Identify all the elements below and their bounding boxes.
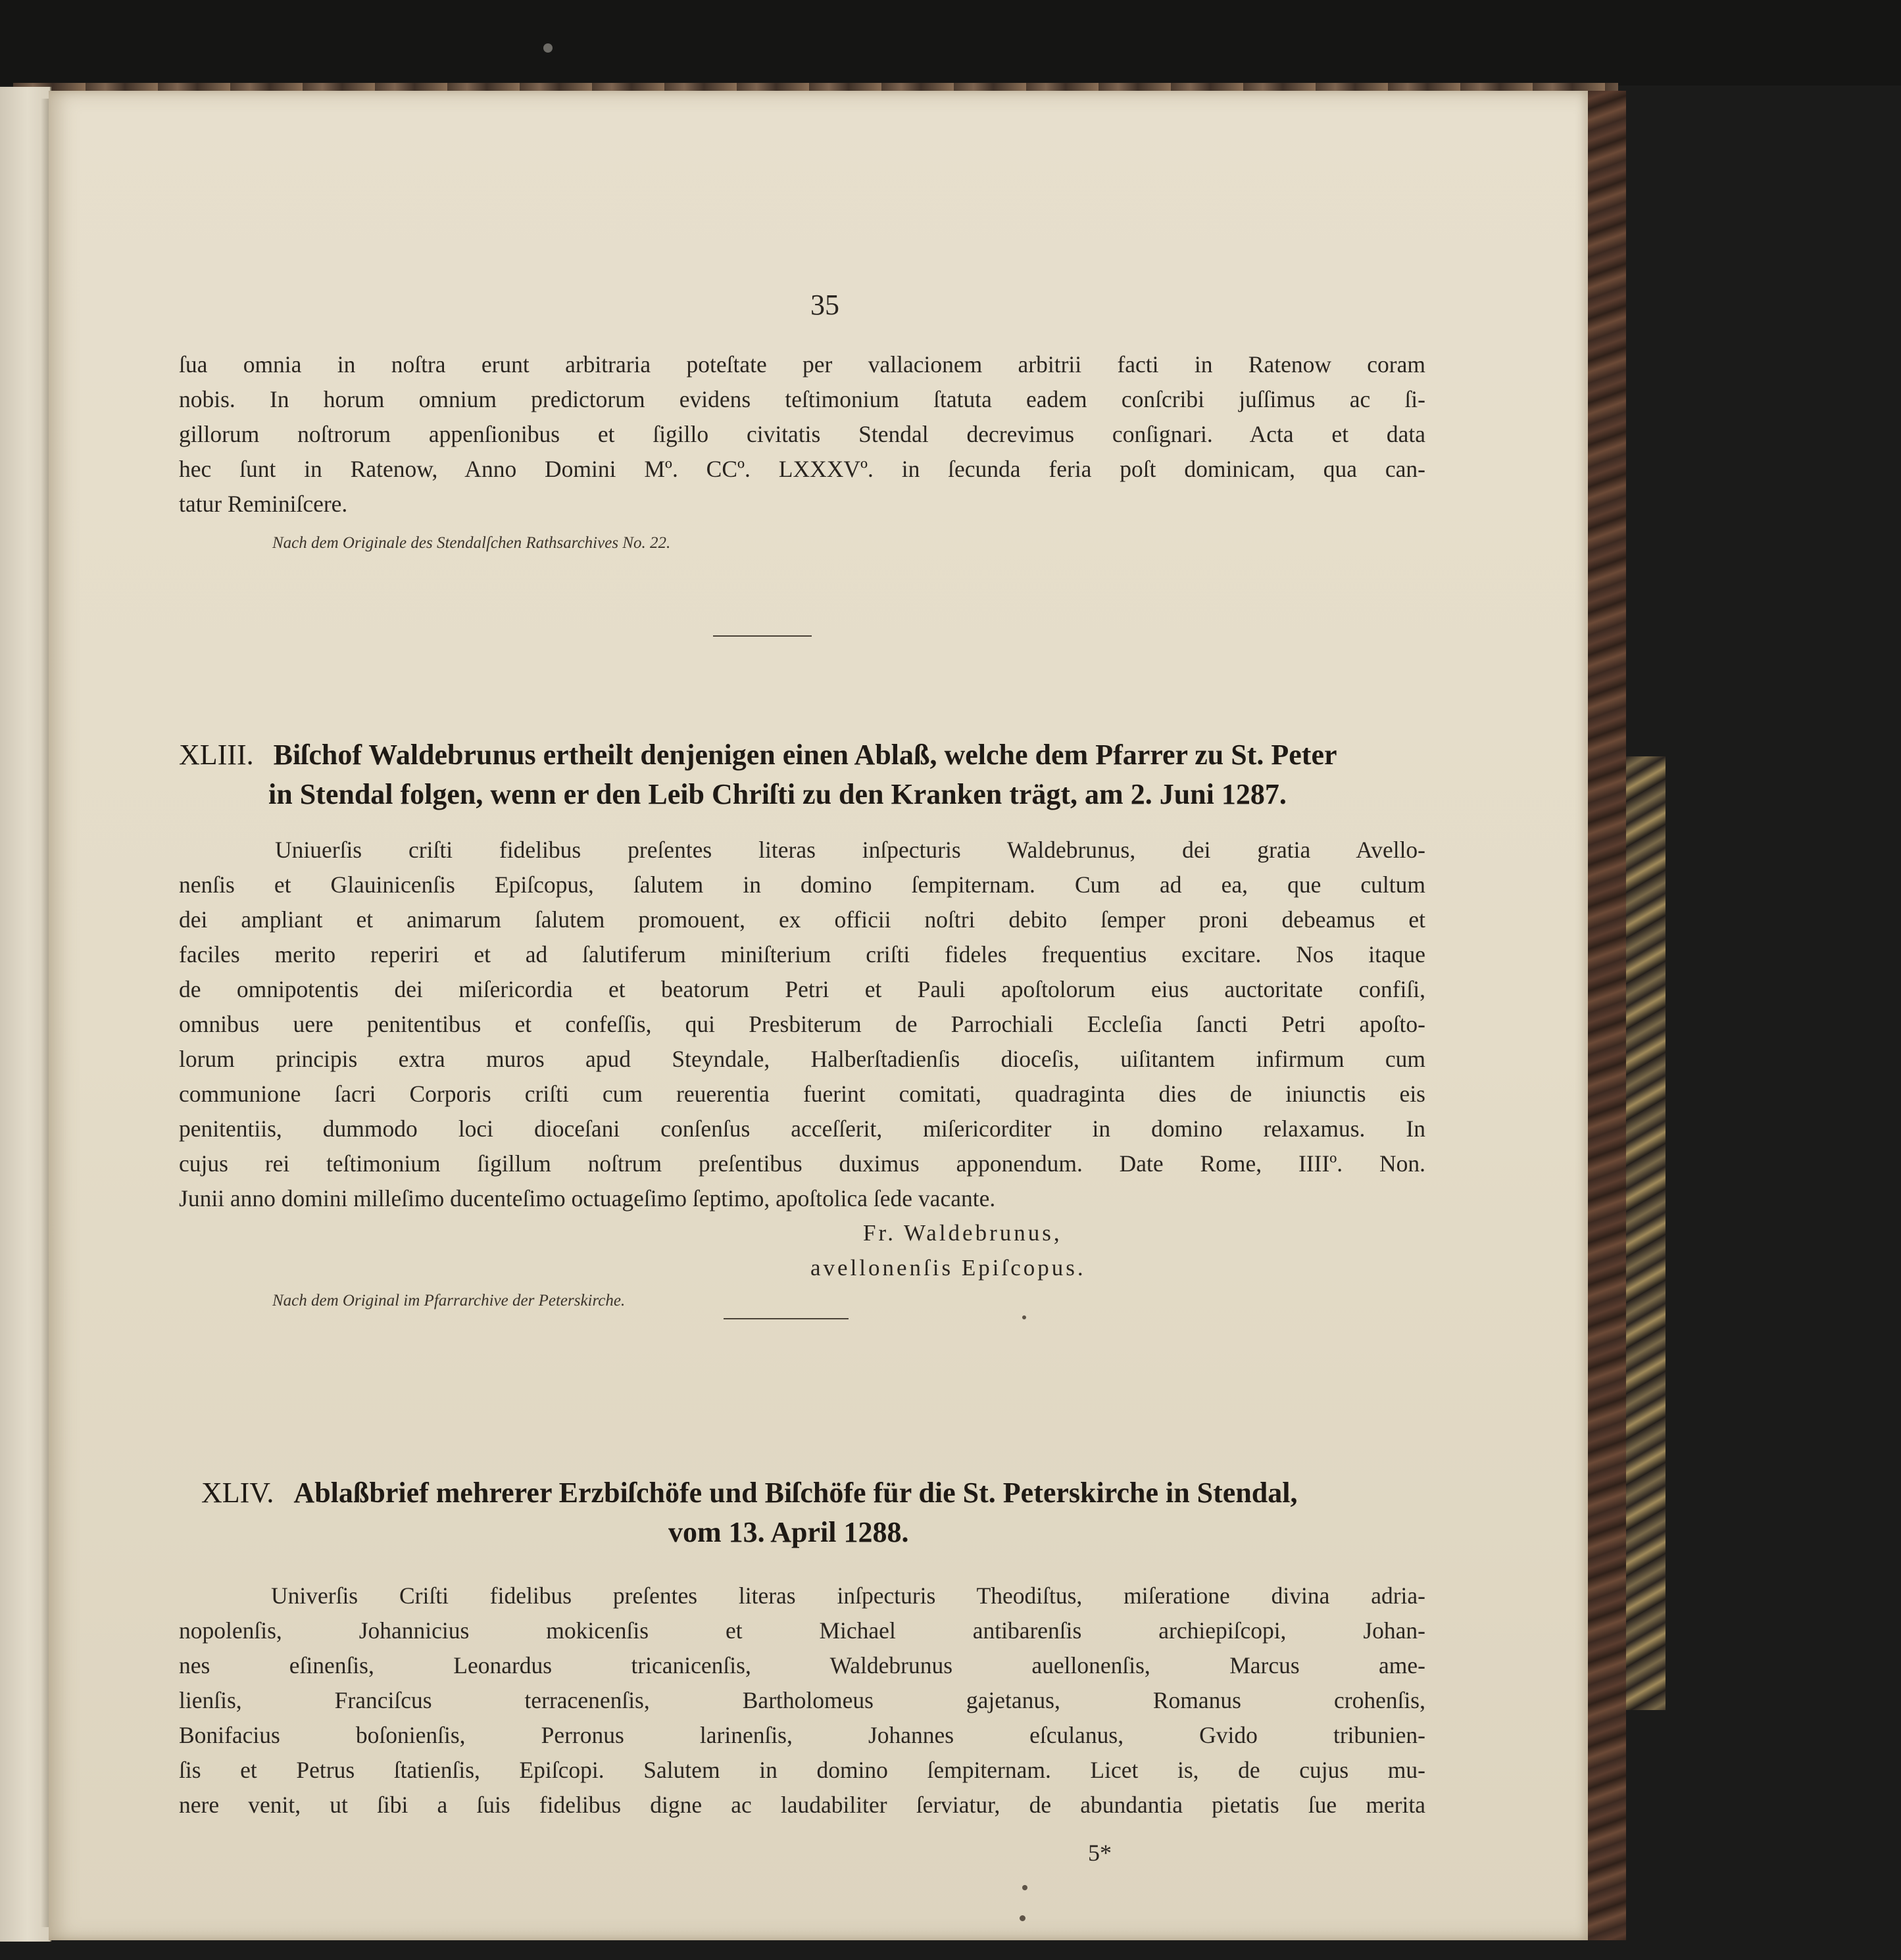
document-heading-43 — [179, 735, 1337, 814]
source-note: Nach dem Original im Pfarrarchive der Peterskirche. — [272, 1292, 626, 1310]
paper-speck — [1020, 1915, 1025, 1921]
heading-line — [201, 1473, 1298, 1513]
document-number: XLIV. — [201, 1477, 274, 1509]
signature-line: Fr. Waldebrunus, — [863, 1220, 1062, 1246]
continuation-paragraph — [179, 347, 1425, 522]
marbled-cover-strip — [1626, 756, 1666, 1710]
dust-speck — [543, 43, 553, 53]
document-number: XLIII. — [179, 739, 254, 771]
text-line: Univerſis Criſti fidelibus preſentes literas inſpecturis Theodiſtus, miſeratione divina adria- — [271, 1582, 1425, 1609]
paper-speck — [1022, 1885, 1027, 1890]
text-line: nobis. In horum omnium predictorum evidens teſtimonium ſtatuta eadem conſcribi juſſimus ac ſi- — [179, 386, 1425, 412]
heading-line: vom 13. April 1288. — [668, 1516, 909, 1548]
document-body-43 — [179, 833, 1425, 1216]
signature-mark: 5* — [1088, 1840, 1112, 1866]
text-line: Bonifacius boſonienſis, Perronus larinenſis, Johannes eſculanus, Gvido tribunien- — [179, 1722, 1425, 1748]
text-line: ſis et Petrus ſtatienſis, Epiſcopi. Salutem in domino ſempiternam. Licet is, de cujus mu- — [179, 1757, 1425, 1783]
text-line: dei ampliant et animarum ſalutem promouent, ex officii noſtri debito ſemper proni debeamus et — [179, 906, 1425, 933]
source-note: Nach dem Originale des Stendalſchen Rathsarchives No. 22. — [272, 534, 671, 552]
heading-title: Ablaßbrief mehrerer Erzbiſchöfe und Biſchöfe für die St. Peterskirche in Stendal, — [293, 1477, 1298, 1509]
text-line: tatur Reminiſcere. — [179, 491, 348, 517]
text-line: hec ſunt in Ratenow, Anno Domini Mº. CCº. LXXXVº. in ſecunda feria poſt dominicam, qua can- — [179, 456, 1425, 482]
heading-line — [179, 735, 1337, 775]
heading-title: Biſchof Waldebrunus ertheilt denjenigen einen Ablaß, welche dem Pfarrer zu St. Peter — [273, 739, 1337, 771]
text-line: lienſis, Franciſcus terracenenſis, Bartholomeus gajetanus, Romanus crohenſis, — [179, 1687, 1425, 1713]
paper-speck — [1022, 1315, 1026, 1319]
text-line: lorum principis extra muros apud Steyndale, Halberſtadienſis dioceſis, uiſitantem infirmum cum — [179, 1046, 1425, 1072]
section-divider — [724, 1318, 849, 1319]
text-line: de omnipotentis dei miſericordia et beatorum Petri et Pauli apoſtolorum eius auctoritate confiſi, — [179, 976, 1425, 1002]
text-line: nenſis et Glauinicenſis Epiſcopus, ſalutem in domino ſempiternam. Cum ad ea, que cultum — [179, 871, 1425, 898]
text-line: Uniuerſis criſti fidelibus preſentes literas inſpecturis Waldebrunus, dei gratia Avello- — [275, 837, 1425, 863]
signature-line: avellonenſis Epiſcopus. — [810, 1255, 1086, 1281]
section-divider — [713, 635, 812, 637]
text-line: penitentiis, dummodo loci dioceſani conſenſus acceſſerit, miſericorditer in domino relaxamus. In — [179, 1115, 1425, 1142]
background-top — [0, 0, 1901, 86]
page-number: 35 — [810, 289, 839, 321]
text-line: nes eſinenſis, Leonardus tricanicenſis, Waldebrunus auellonenſis, Marcus ame- — [179, 1652, 1425, 1678]
heading-line: in Stendal folgen, wenn er den Leib Chriſti zu den Kranken trägt, am 2. Juni 1287. — [268, 778, 1287, 810]
book-cover-edge — [1585, 91, 1626, 1940]
document-heading-44 — [201, 1473, 1298, 1552]
text-line: nopolenſis, Johannicius mokicenſis et Michael antibarenſis archiepiſcopi, Johan- — [179, 1617, 1425, 1644]
text-line: cujus rei teſtimonium ſigillum noſtrum preſentibus duximus apponendum. Date Rome, IIIIº. Non. — [179, 1150, 1425, 1177]
text-line: communione ſacri Corporis criſti cum reuerentia fuerint comitati, quadraginta dies de iniunctis eis — [179, 1081, 1425, 1107]
text-line: faciles merito reperiri et ad ſalutiferum miniſterium criſti fideles frequentius excitare. Nos itaque — [179, 941, 1425, 968]
document-body-44 — [179, 1579, 1425, 1823]
text-line: Junii anno domini milleſimo ducenteſimo octuageſimo ſeptimo, apoſtolica ſede vacante. — [179, 1185, 996, 1212]
text-line: ſua omnia in noſtra erunt arbitraria poteſtate per vallacionem arbitrii facti in Ratenow coram — [179, 351, 1425, 378]
text-line: omnibus uere penitentibus et confeſſis, qui Presbiterum de Parrochiali Eccleſia ſancti Petri apoſto- — [179, 1011, 1425, 1037]
text-line: gillorum noſtrorum appenſionibus et ſigillo civitatis Stendal decrevimus conſignari. Acta et data — [179, 421, 1425, 447]
text-line: nere venit, ut ſibi a ſuis fidelibus digne ac laudabiliter ſerviatur, de abundantia pietatis ſue merita — [179, 1792, 1425, 1818]
book-page — [49, 91, 1588, 1940]
